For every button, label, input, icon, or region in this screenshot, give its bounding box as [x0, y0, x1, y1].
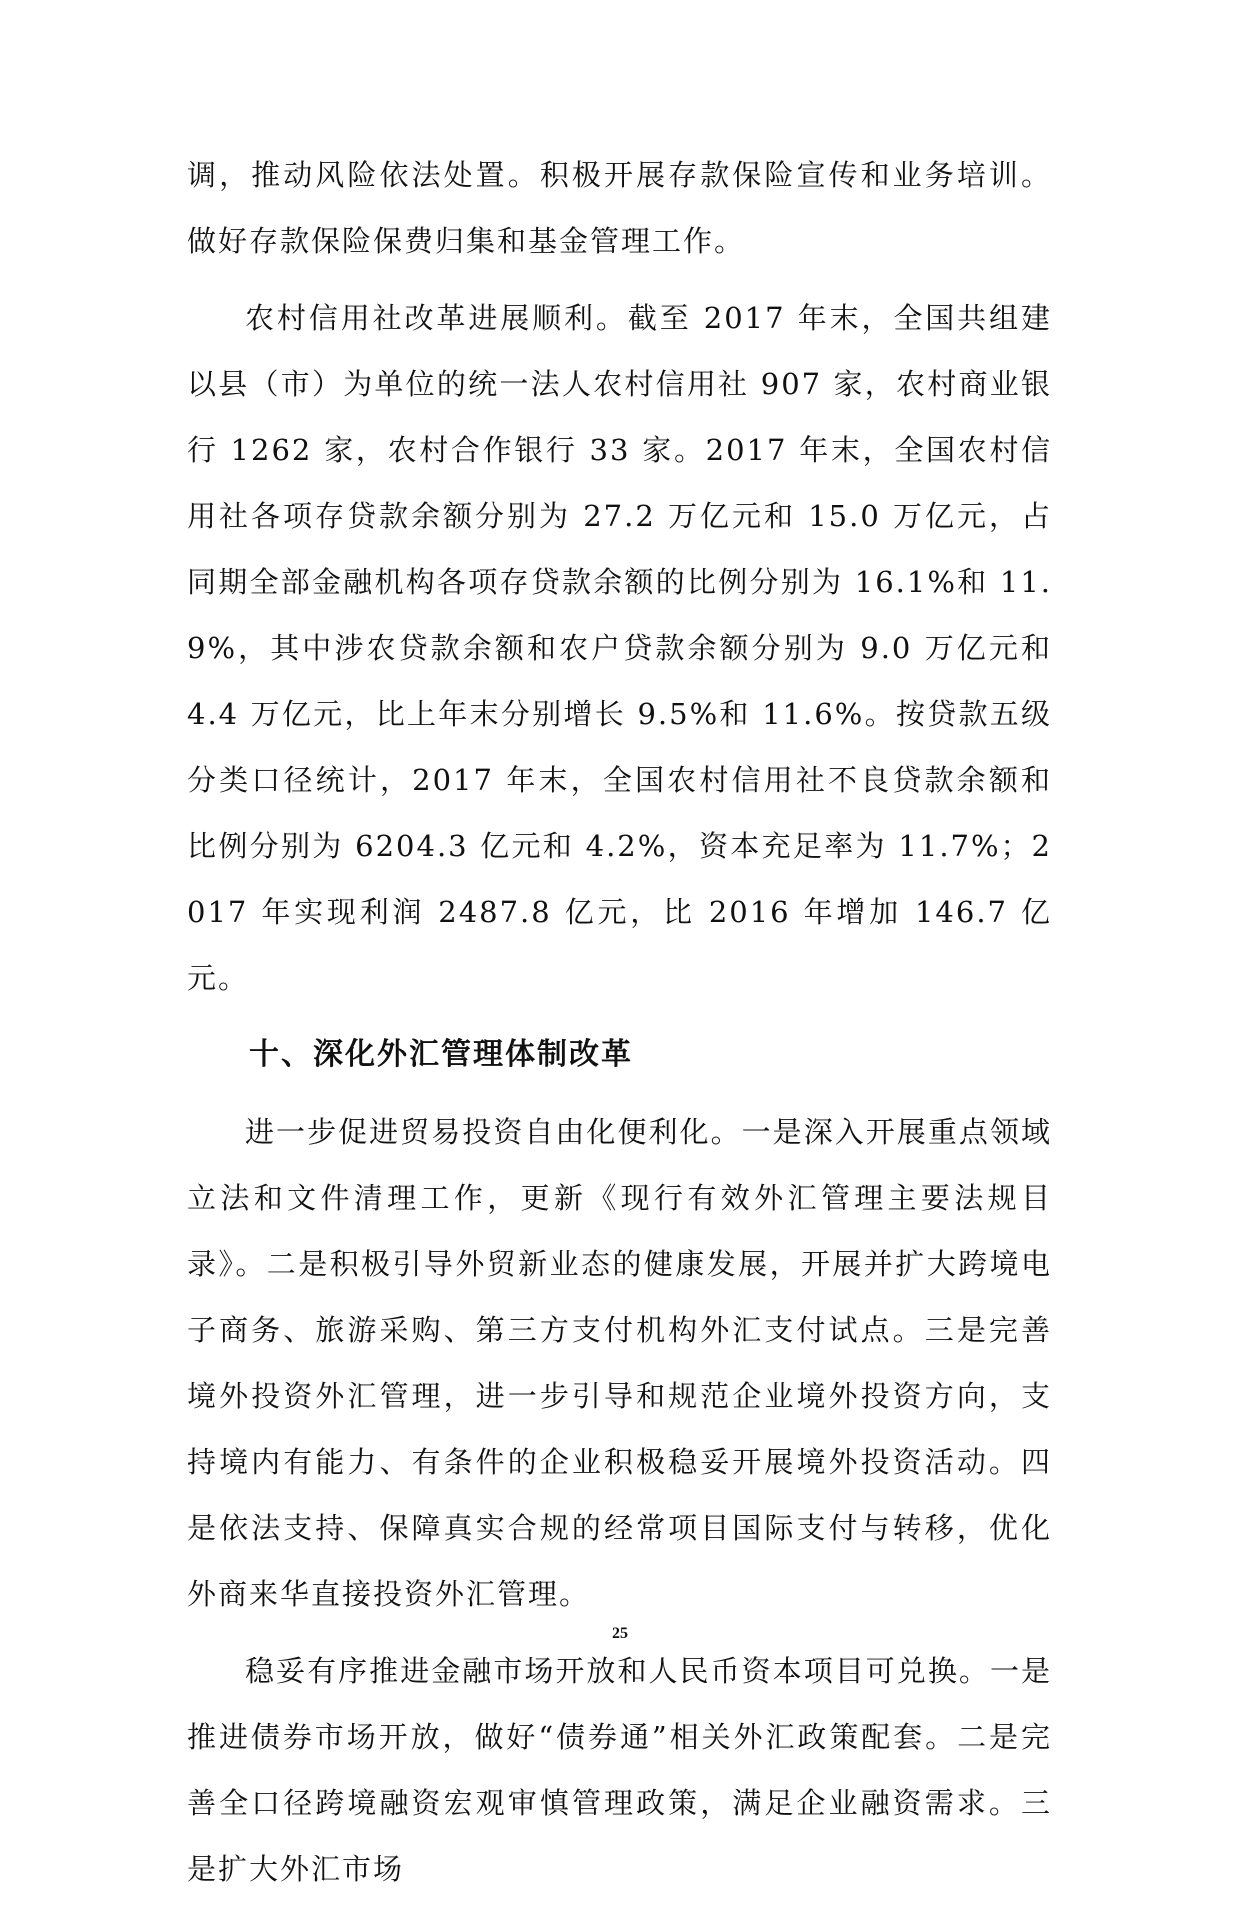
- section-heading-forex-reform: 十、深化外汇管理体制改革: [249, 1037, 633, 1072]
- page-body: [187, 142, 1064, 1913]
- paragraph-market-opening: 稳妥有序推进金融市场开放和人民币资本项目可兑换。一是推进债券市场开放，做好“债券通”相关外汇政策配套。二是完善全口径跨境融资宏观审慎管理政策，满足企业融资需求。三是扩大外汇市场: [187, 1654, 1052, 1886]
- paragraph-rural-credit-reform: 农村信用社改革进展顺利。截至 2017 年末，全国共组建以县（市）为单位的统一法人农村信用社 907 家，农村商业银行 1262 家，农村合作银行 33 家。2017 年末，全国农村信用社各项存贷款余额分别为 27.2 万亿元和 15.0 万亿元，占同期全部金融机构各项存贷款余额的比例分别为 16.1%和 11.9%，其中涉农贷款余额和农户贷款余额分别为 9.0 万亿元和 4.4 万亿元，比上年末分别增长 9.5%和 11.6%。按贷款五级分类口径统计，2017 年末，全国农村信用社不良贷款余额和比例分别为 6204.3 亿元和 4.2%，资本充足率为 11.7%；2017 年实现利润 2487.8 亿元，比 2016 年增加 146.7 亿元。: [187, 301, 1064, 995]
- page-number: 25: [612, 1625, 628, 1642]
- paragraph-deposit-insurance: 调，推动风险依法处置。积极开展存款保险宣传和业务培训。做好存款保险保费归集和基金管理工作。: [187, 158, 1052, 258]
- paragraph-trade-investment-facilitation: 进一步促进贸易投资自由化便利化。一是深入开展重点领域立法和文件清理工作，更新《现行有效外汇管理主要法规目录》。二是积极引导外贸新业态的健康发展，开展并扩大跨境电子商务、旅游采购、第三方支付机构外汇支付试点。三是完善境外投资外汇管理，进一步引导和规范企业境外投资方向，支持境内有能力、有条件的企业积极稳妥开展境外投资活动。四是依法支持、保障真实合规的经常项目国际支付与转移，优化外商来华直接投资外汇管理。: [187, 1115, 1052, 1611]
